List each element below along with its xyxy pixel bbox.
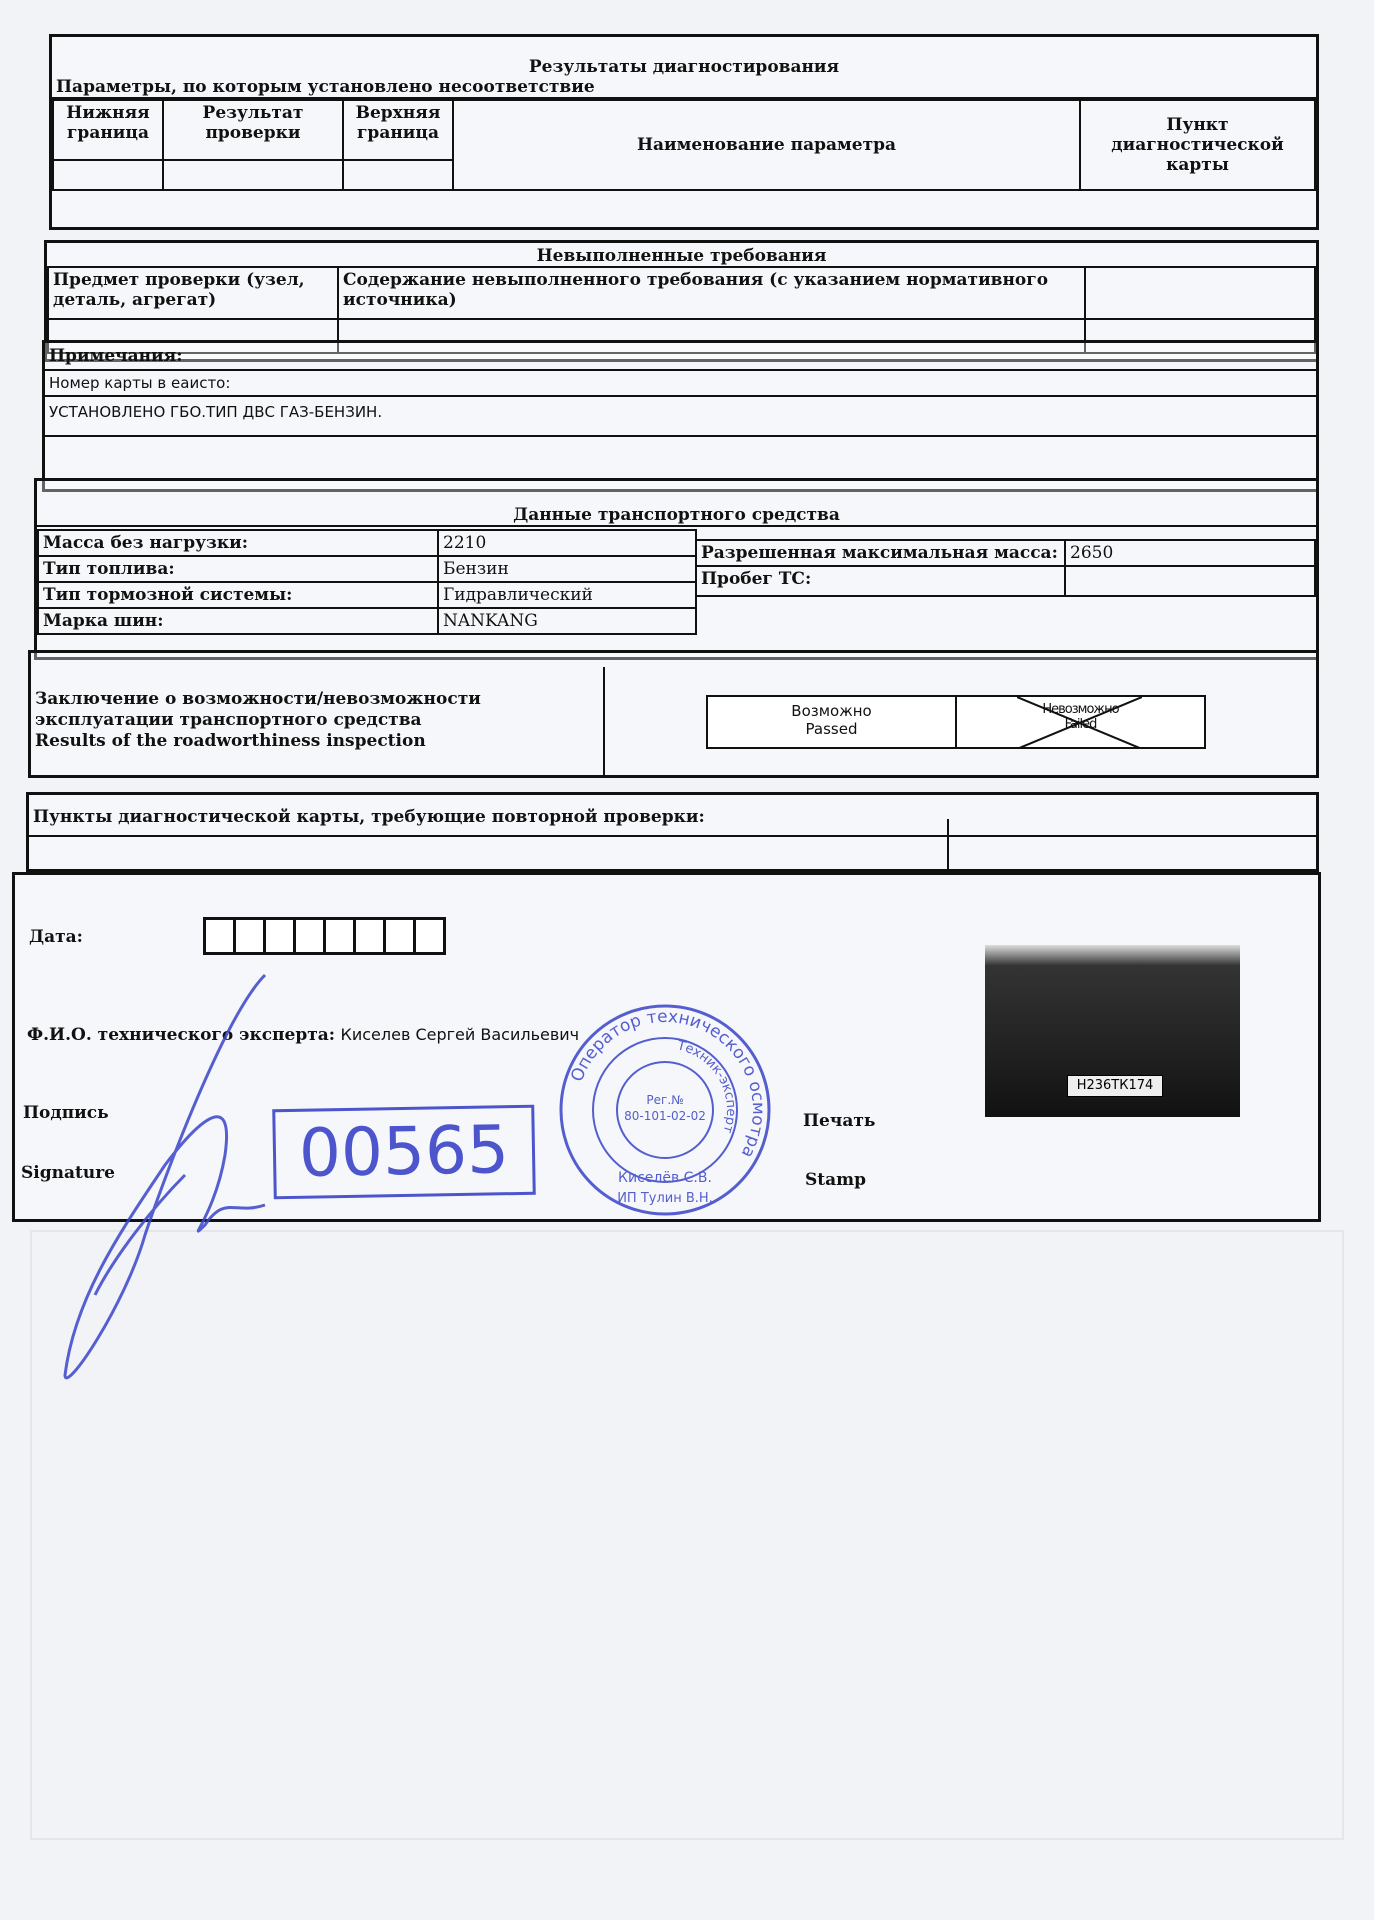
expert-name: Киселев Сергей Васильевич <box>340 1025 580 1044</box>
mileage-label: Пробег ТС: <box>696 566 1065 596</box>
failed-ru: Невозможно <box>1042 702 1119 717</box>
expert-label: Ф.И.О. технического эксперта: <box>27 1025 336 1045</box>
stamp-ru: Печать <box>803 1111 876 1131</box>
brake-value: Гидравлический <box>438 582 696 608</box>
round-seal <box>555 1000 775 1220</box>
notes-text: УСТАНОВЛЕНО ГБО.ТИП ДВС ГАЗ-БЕНЗИН. <box>45 397 1316 437</box>
seal-reg: 80-101-02-02 <box>624 1109 706 1123</box>
passed-ru: Возможно <box>791 702 872 720</box>
fuel-value: Бензин <box>438 556 696 582</box>
number-stamp: 00565 <box>272 1105 536 1200</box>
conclusion-section <box>28 650 1319 778</box>
card-number-label: Номер карты в еаисто: <box>45 371 1316 397</box>
results-title: Результаты диагностирования <box>528 57 840 77</box>
vehicle-table <box>37 529 697 635</box>
vehicle-photo <box>985 945 1240 1117</box>
results-subtitle: Параметры, по которым установлено несоответствие <box>52 77 1316 99</box>
date-label: Дата: <box>29 927 83 947</box>
unmet-title: Невыполненные требования <box>536 246 827 266</box>
mass-label: Масса без нагрузки: <box>38 530 438 556</box>
conclusion-label-ru2: эксплуатации транспортного средства <box>35 710 422 730</box>
cross-mark-icon <box>1017 697 1142 749</box>
fuel-label: Тип топлива: <box>38 556 438 582</box>
cell <box>1085 267 1315 319</box>
brake-label: Тип тормозной системы: <box>38 582 438 608</box>
failed-option <box>957 697 1204 747</box>
recheck-label: Пункты диагностической карты, требующие повторной проверки: <box>33 807 705 827</box>
recheck-section <box>26 792 1319 872</box>
cell <box>343 160 453 190</box>
results-section <box>49 34 1319 230</box>
conclusion-label-en: Results of the roadworthiness inspection <box>35 731 426 751</box>
max-mass-label: Разрешенная максимальная масса: <box>696 540 1065 566</box>
col-subject: Предмет проверки (узел, деталь, агрегат) <box>48 267 338 319</box>
mass-value: 2210 <box>438 530 696 556</box>
signature-ru: Подпись <box>23 1103 109 1123</box>
passed-option <box>708 697 957 747</box>
seal-reg-label: Рег.№ <box>646 1093 684 1107</box>
handwritten-signature <box>35 975 295 1355</box>
date-boxes[interactable] <box>203 917 443 959</box>
cell <box>163 160 343 190</box>
signature-en: Signature <box>21 1163 115 1183</box>
col-card-item: Пункт диагностической карты <box>1080 100 1315 190</box>
tires-value: NANKANG <box>438 608 696 634</box>
col-param-name: Наименование параметра <box>453 100 1080 190</box>
vehicle-title: Данные транспортного средства <box>37 505 1316 527</box>
cell <box>53 160 163 190</box>
vehicle-table-right <box>695 539 1316 597</box>
tires-label: Марка шин: <box>38 608 438 634</box>
conclusion-label-ru1: Заключение о возможности/невозможности <box>35 689 481 709</box>
seal-name: Киселёв С.В. <box>618 1170 712 1186</box>
col-requirement: Содержание невыполненного требования (с указанием нормативного источника) <box>338 267 1085 319</box>
vehicle-section <box>34 478 1319 660</box>
notes-section <box>42 340 1319 492</box>
col-upper: Верхняя граница <box>343 100 453 160</box>
seal-inner-text: Техник-эксперт <box>675 1038 739 1135</box>
mileage-value <box>1065 566 1315 596</box>
signoff-section <box>12 872 1321 1222</box>
max-mass-value: 2650 <box>1065 540 1315 566</box>
seal-outer-text: Оператор технического осмотра <box>567 1006 769 1162</box>
notes-title: Примечания: <box>45 343 1316 371</box>
col-result: Результат проверки <box>163 100 343 160</box>
col-lower: Нижняя граница <box>53 100 163 160</box>
passed-en: Passed <box>805 720 858 738</box>
failed-en: Failed <box>1064 717 1097 732</box>
results-table <box>52 99 1316 191</box>
license-plate: Н236ТК174 <box>1067 1075 1163 1097</box>
seal-org: ИП Тулин В.Н. <box>617 1191 713 1206</box>
stamp-en: Stamp <box>805 1170 867 1190</box>
